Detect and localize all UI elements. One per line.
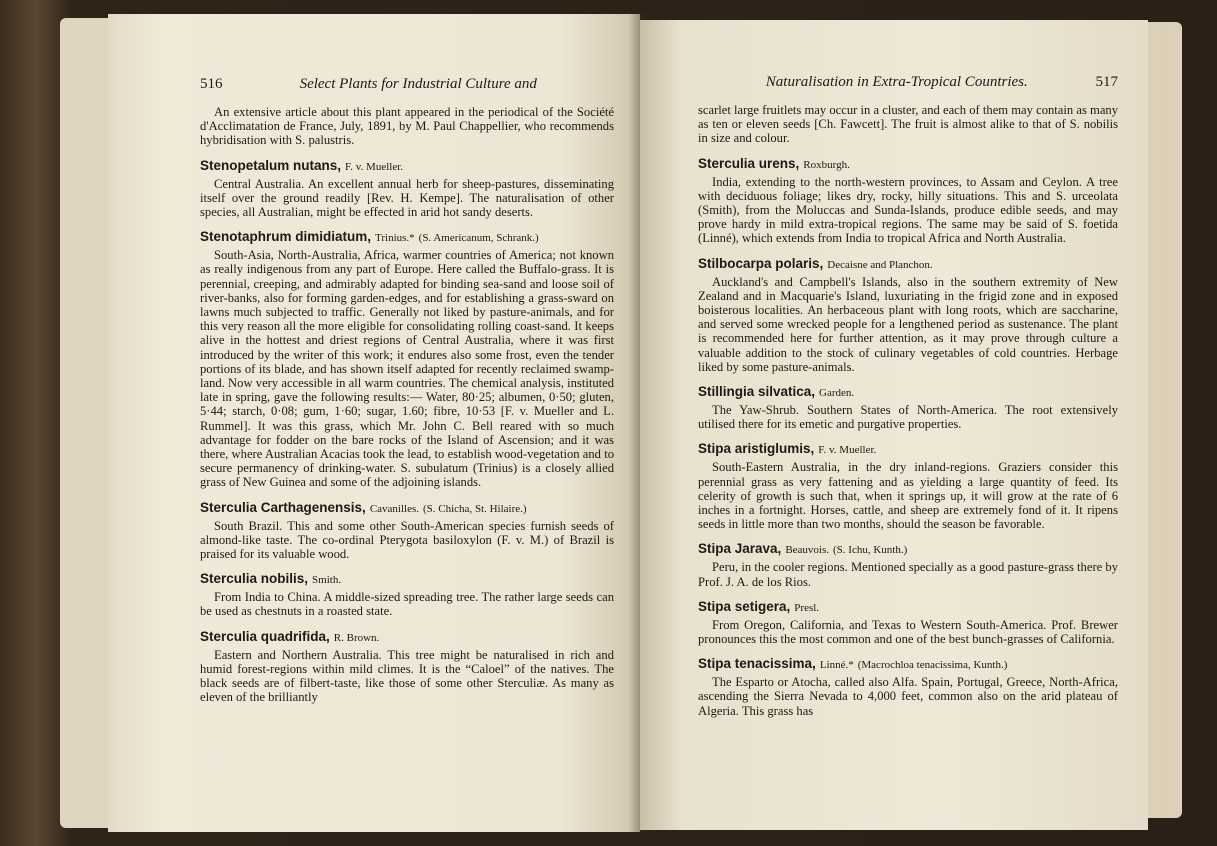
entry-text: The Esparto or Atocha, called also Alfa. Spain, Portugal, Greece, North-Africa, ascending the Sierra Nevada to 4,000 feet, common also on the arid plateau of Algeria. This grass has xyxy=(698,675,1118,718)
species-name: Sterculia quadrifida, xyxy=(200,628,330,644)
entry xyxy=(698,383,1118,431)
species-name: Sterculia Carthagenensis, xyxy=(200,499,366,515)
species-name: Stilbocarpa polaris, xyxy=(698,255,824,271)
intro-paragraph: scarlet large fruitlets may occur in a cluster, and each of them may contain as many as ten or eleven seeds [Ch. Fawcett]. The fruit is almost alike to that of S. nobilis in size and colour. xyxy=(698,103,1118,146)
species-name: Stipa setigera, xyxy=(698,598,791,614)
entry-text: Eastern and Northern Australia. This tree might be naturalised in rich and humid forest-regions within mild climes. It is the “Caloel” of the natives. The black seeds are of filbert-taste, like those of some other Sterculiæ. As many as eleven of the brilliantly xyxy=(200,647,614,705)
species-name: Sterculia nobilis, xyxy=(200,571,309,587)
synonym: (S. Ichu, Kunth.) xyxy=(833,544,908,557)
synonym: (S. Chicha, St. Hilaire.) xyxy=(423,502,527,515)
author: Linné.* xyxy=(819,659,854,672)
entry-text: Peru, in the cooler regions. Mentioned specially as a good pasture-grass there by Prof. J. A. de los Rios. xyxy=(698,560,1118,589)
entry xyxy=(200,157,614,220)
right-page xyxy=(640,20,1148,830)
species-name: Stenotaphrum dimidiatum, xyxy=(200,229,372,245)
entry-text: From India to China. A middle-sized spreading tree. The rather large seeds can be used as chestnuts in a roasted state. xyxy=(200,590,614,619)
author: Cavanilles. xyxy=(369,502,419,515)
entry xyxy=(200,499,614,562)
author: Roxburgh. xyxy=(803,158,850,171)
entry-text: South Brazil. This and some other South-American species furnish seeds of almond-like taste. The co-ordinal Pterygota basiloxylon (F. v. M.) of Brazil is praised for its valuable wood. xyxy=(200,518,614,562)
entry-text: From Oregon, California, and Texas to Western South-America. Prof. Brewer pronounces this the most common and one of the best bunch-grasses of California. xyxy=(698,617,1118,647)
entry-text: South-Asia, North-Australia, Africa, warmer countries of America; not known as really indigenous from any part of Europe. Here called the Buffalo-grass. It is perennial, creeping, and admirably adapted for binding sea-sand and loose soil of river-banks, also for forming garden-edges, and for establishing a grass-sward on lawns much subjected to traffic. Generally not liked by pasture-animals, and for this very reason all the more eligible for consolidating rolling coast-sand. It keeps alive in the hottest and driest regions of Central Australia, where it was first introduced by the writer of this work; it endures also some frost, even the tender portions of its blade, and has shown itself adapted for recently reclaimed swamp-land. Now very accessible in all warm countries. The chemical analysis, instituted late in spring, gave the following results:— Water, 80·25; albumen, 0·50; gluten, 5·44; starch, 0·08; gum, 1·60; sugar, 1.60; fibre, 10·53 [F. v. Mueller and L. Rummel]. It was this grass, which Mr. John C. Bell reared with so much advantage for fodder on the bare rocks of the Island of Ascension; and it was there, where Australian Acacias took the lead, to establish wood-vegetation and to secure permanency of drinking-water. S. subulatum (Trinius) is a closely allied grass of New Guinea and some of the adjoining islands. xyxy=(200,248,614,490)
author: F. v. Mueller. xyxy=(345,160,404,173)
right-header xyxy=(698,74,1118,91)
author: Presl. xyxy=(794,601,820,614)
entry xyxy=(200,570,614,618)
running-title: Naturalisation in Extra-Tropical Countries. xyxy=(765,74,1028,90)
author: Decaisne and Planchon. xyxy=(827,258,933,271)
entry-text: Central Australia. An excellent annual herb for sheep-pastures, disseminating itself over the ground readily [Rev. H. Kempe]. The naturalisation of other species, all Australian, might be effected in arid hot sandy deserts. xyxy=(200,176,614,220)
entry-text: The Yaw-Shrub. Southern States of North-America. The root extensively utilised there for its emetic and purgative properties. xyxy=(698,403,1118,432)
author: R. Brown. xyxy=(333,631,380,644)
species-name: Stipa Jarava, xyxy=(698,541,782,557)
entry xyxy=(698,440,1118,531)
left-header xyxy=(112,76,614,93)
entry-text: India, extending to the north-western provinces, to Assam and Ceylon. A tree with deciduous foliage; likes dry, rocky, hilly situations. This and S. urceolata (Smith), from the Moluccas and Sunda-Islands, produce edible seeds, and may prove hardy in mild extra-tropical regions. The same may be said of S. foetida (Linné), which extends from India to tropical Africa and North Australia. xyxy=(698,174,1118,246)
entry xyxy=(698,540,1118,588)
author: Trinius.* xyxy=(375,232,415,245)
running-title: Select Plants for Industrial Culture and xyxy=(299,76,537,92)
entry-text: Auckland's and Campbell's Islands, also in the southern extremity of New Zealand and in Macquarie's Island, luxuriating in the frigid zone and in exposed boisterous localities. An herbaceous plant with long roots, which are saccharine, and served some wrecked people for a lengthened period as sustenance. The plant is recommended here for further attention, as it may prove through culture a valuable addition to the stock of culinary vegetables of cold countries. Herbage liked by some pasture-animals. xyxy=(698,274,1118,374)
page-number: 517 xyxy=(1095,74,1118,90)
author: Beauvois. xyxy=(785,544,830,557)
entry xyxy=(200,228,614,489)
entry xyxy=(698,155,1118,246)
left-page xyxy=(108,14,640,832)
synonym: (Macrochloa tenacissima, Kunth.) xyxy=(857,659,1008,672)
author: F. v. Mueller. xyxy=(818,444,877,457)
author: Smith. xyxy=(312,574,342,587)
species-name: Sterculia urens, xyxy=(698,155,800,171)
page-stack-left xyxy=(60,18,112,828)
page-number: 516 xyxy=(200,76,223,92)
intro-paragraph: An extensive article about this plant appeared in the periodical of the Société d'Acclimatation de France, July, 1891, by M. Paul Chappellier, who recommends hybridisation with S. palustris. xyxy=(200,105,614,148)
entry xyxy=(200,628,614,705)
species-name: Stenopetalum nutans, xyxy=(200,157,342,173)
entry-text: South-Eastern Australia, in the dry inland-regions. Graziers consider this perennial grass as very fattening and as yielding a large quantity of feed. Its celerity of growth is such that, when it springs up, it will grow at the rate of 6 inches in a fortnight. Horses, cattle, and sheep are extremely fond of it. It ripens seeds in little more than two months, should the season be favorable. xyxy=(698,460,1118,532)
page-stack-right xyxy=(1146,22,1182,818)
author: Garden. xyxy=(819,387,855,400)
species-name: Stillingia silvatica, xyxy=(698,384,816,400)
synonym: (S. Americanum, Schrank.) xyxy=(418,232,539,245)
entry xyxy=(698,655,1118,718)
species-name: Stipa tenacissima, xyxy=(698,656,816,672)
entry xyxy=(698,598,1118,646)
species-name: Stipa aristiglumis, xyxy=(698,441,815,457)
entry xyxy=(698,255,1118,374)
